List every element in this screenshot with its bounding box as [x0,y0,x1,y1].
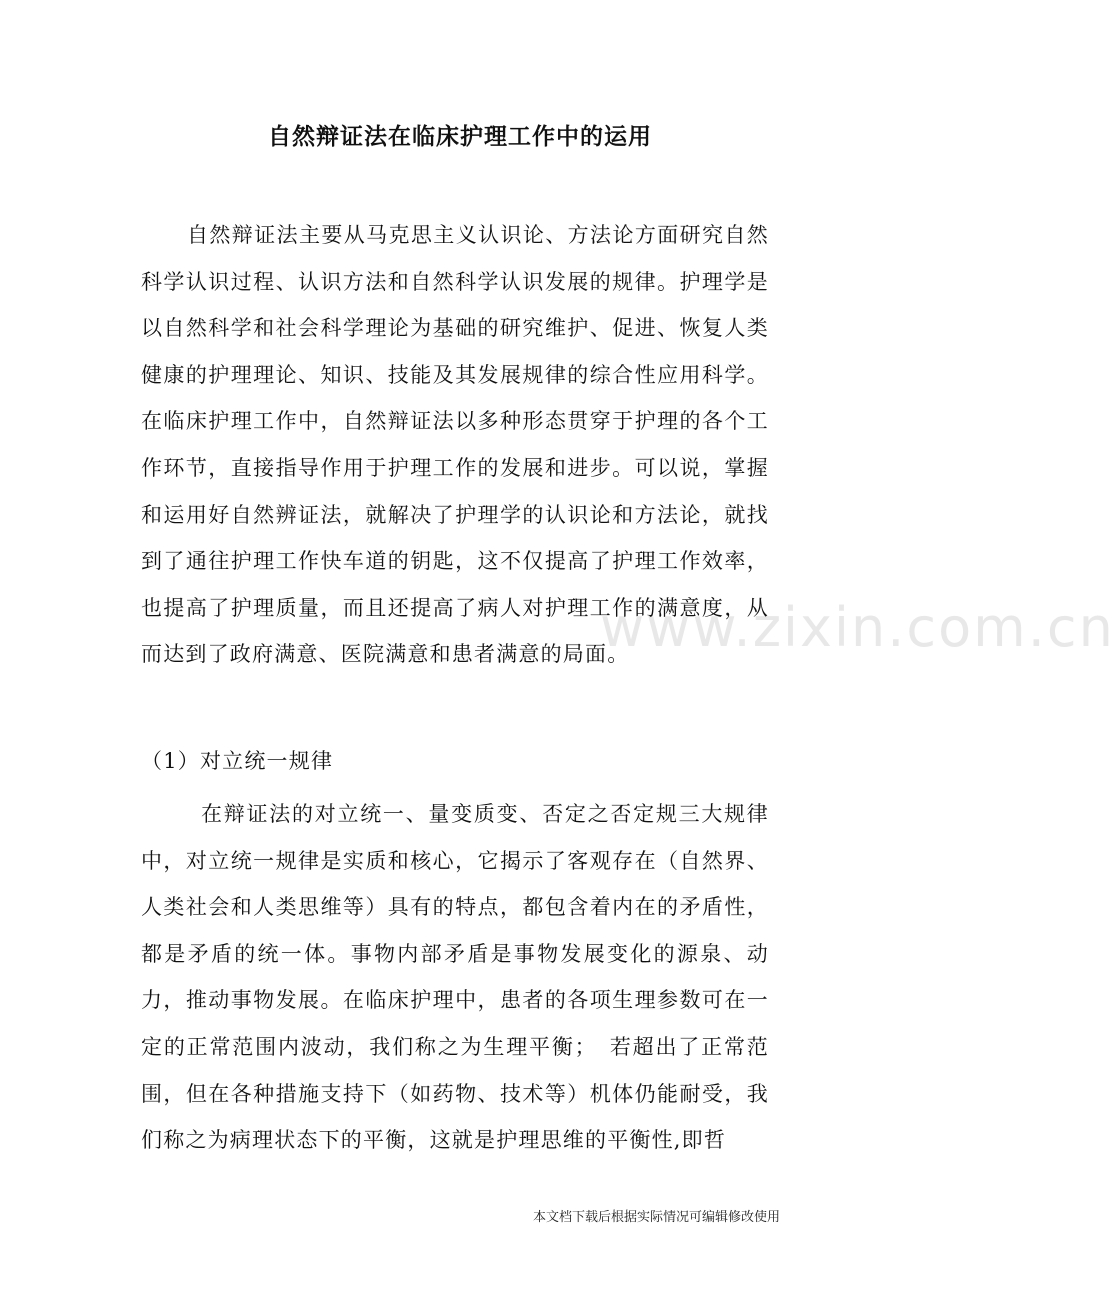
document-title: 自然辩证法在临床护理工作中的运用 [268,123,652,150]
section-heading-unity-of-opposites: （1）对立统一规律 [141,749,334,773]
watermark-text: www.zixin.com.cn [600,596,1115,659]
paragraph-intro: 自然辩证法主要从马克思主义认识论、方法论方面研究自然科学认识过程、认识方法和自然科学认识发展的规律。护理学是以自然科学和社会科学理论为基础的研究维护、促进、恢复人类健康的护理理论、知识、技能及其发展规律的综合性应用科学。在临床护理工作中，自然辩证法以多种形态贯穿于护理的各个工作环节，直接指导作用于护理工作的发展和进步。可以说，掌握和运用好自然辨证法，就解决了护理学的认识论和方法论，就找到了通往护理工作快车道的钥匙，这不仅提高了护理工作效率，也提高了护理质量，而且还提高了病人对护理工作的满意度，从而达到了政府满意、医院满意和患者满意的局面。 [141,223,769,667]
footer-note: 本文档下载后根据实际情况可编辑修改使用 [532,1210,780,1225]
paragraph-unity-of-opposites: 在辩证法的对立统一、量变质变、否定之否定规三大规律中，对立统一规律是实质和核心，它揭示了客观存在（自然界、人类社会和人类思维等）具有的特点，都包含着内在的矛盾性，都是矛盾的统一体。事物内部矛盾是事物发展变化的源泉、动力，推动事物发展。在临床护理中，患者的各项生理参数可在一定的正常范围内波动，我们称之为生理平衡； 若超出了正常范围，但在各种措施支持下（如药物、技术等）机体仍能耐受，我们称之为病理状态下的平衡，这就是护理思维的平衡性,即哲 [141,802,769,1153]
